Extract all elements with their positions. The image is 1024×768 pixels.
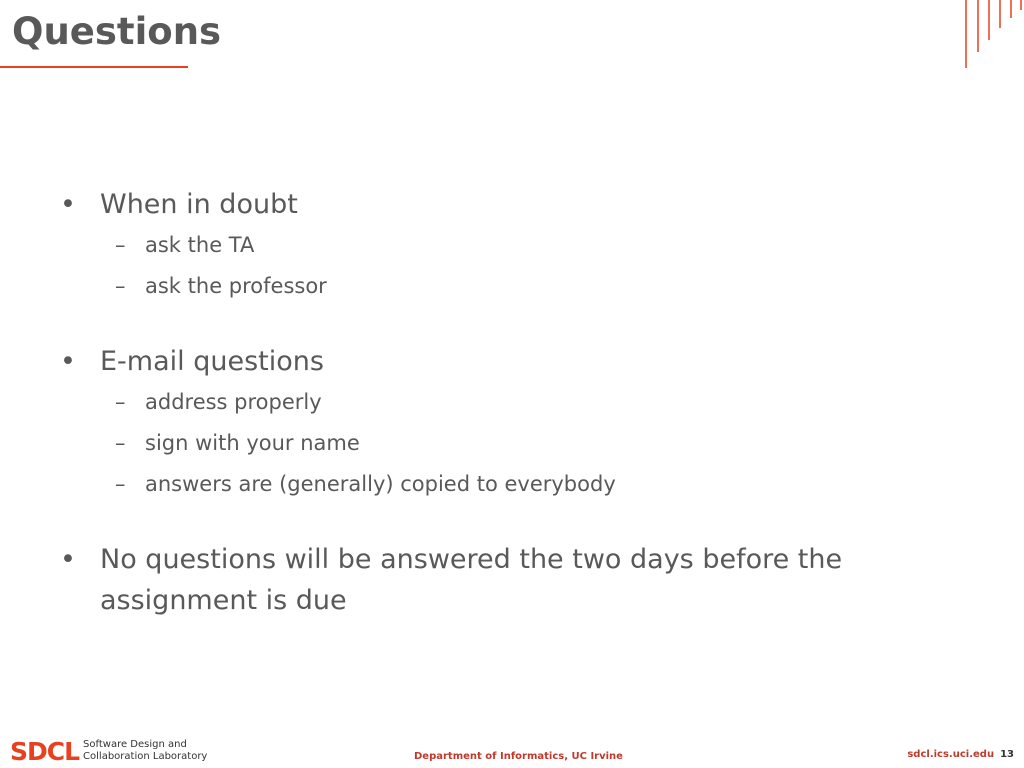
sub-bullet-text: sign with your name	[145, 431, 360, 455]
page-number: 13	[1000, 749, 1014, 760]
sub-bullet-marker: –	[115, 233, 126, 257]
bullet-item	[60, 539, 980, 621]
logo-caption-line: Software Design and	[83, 739, 187, 750]
sub-bullet-text: address properly	[145, 390, 322, 414]
sub-bullet-marker: –	[115, 274, 126, 298]
bullet-item	[60, 341, 980, 382]
bullet-group	[60, 184, 980, 307]
slide-content	[60, 184, 980, 655]
bullet-group	[60, 539, 980, 621]
sub-bullet-item	[60, 266, 980, 307]
bullet-text: No questions will be answered the two days before the assignment is due	[100, 544, 843, 616]
sub-bullet-text: ask the TA	[145, 233, 255, 257]
footer-department: Department of Informatics, UC Irvine	[414, 751, 623, 762]
sub-bullet-item	[60, 464, 980, 505]
logo-mark: SDCL	[10, 736, 80, 766]
bullet-item	[60, 184, 980, 225]
decorative-lines	[960, 0, 1024, 72]
sub-bullet-item	[60, 382, 980, 423]
sub-bullet-marker: –	[115, 431, 126, 455]
sub-bullet-marker: –	[115, 390, 126, 414]
sub-bullet-item	[60, 225, 980, 266]
bullet-group	[60, 341, 980, 505]
sdcl-logo	[10, 736, 207, 766]
bullet-text: E-mail questions	[100, 346, 324, 377]
slide-title: Questions	[12, 10, 222, 53]
footer-website: sdcl.ics.uci.edu	[907, 749, 995, 760]
logo-caption-line: Collaboration Laboratory	[83, 751, 208, 762]
sub-bullet-text: ask the professor	[145, 274, 327, 298]
sub-bullet-marker: –	[115, 472, 126, 496]
logo-caption	[83, 739, 207, 763]
bullet-text: When in doubt	[100, 189, 298, 220]
bullet-marker: •	[60, 544, 76, 575]
title-underline	[0, 66, 188, 68]
sub-bullet-text: answers are (generally) copied to everybody	[145, 472, 616, 496]
footer-right	[907, 749, 1014, 760]
bullet-marker: •	[60, 189, 76, 220]
sub-bullet-item	[60, 423, 980, 464]
bullet-marker: •	[60, 346, 76, 377]
